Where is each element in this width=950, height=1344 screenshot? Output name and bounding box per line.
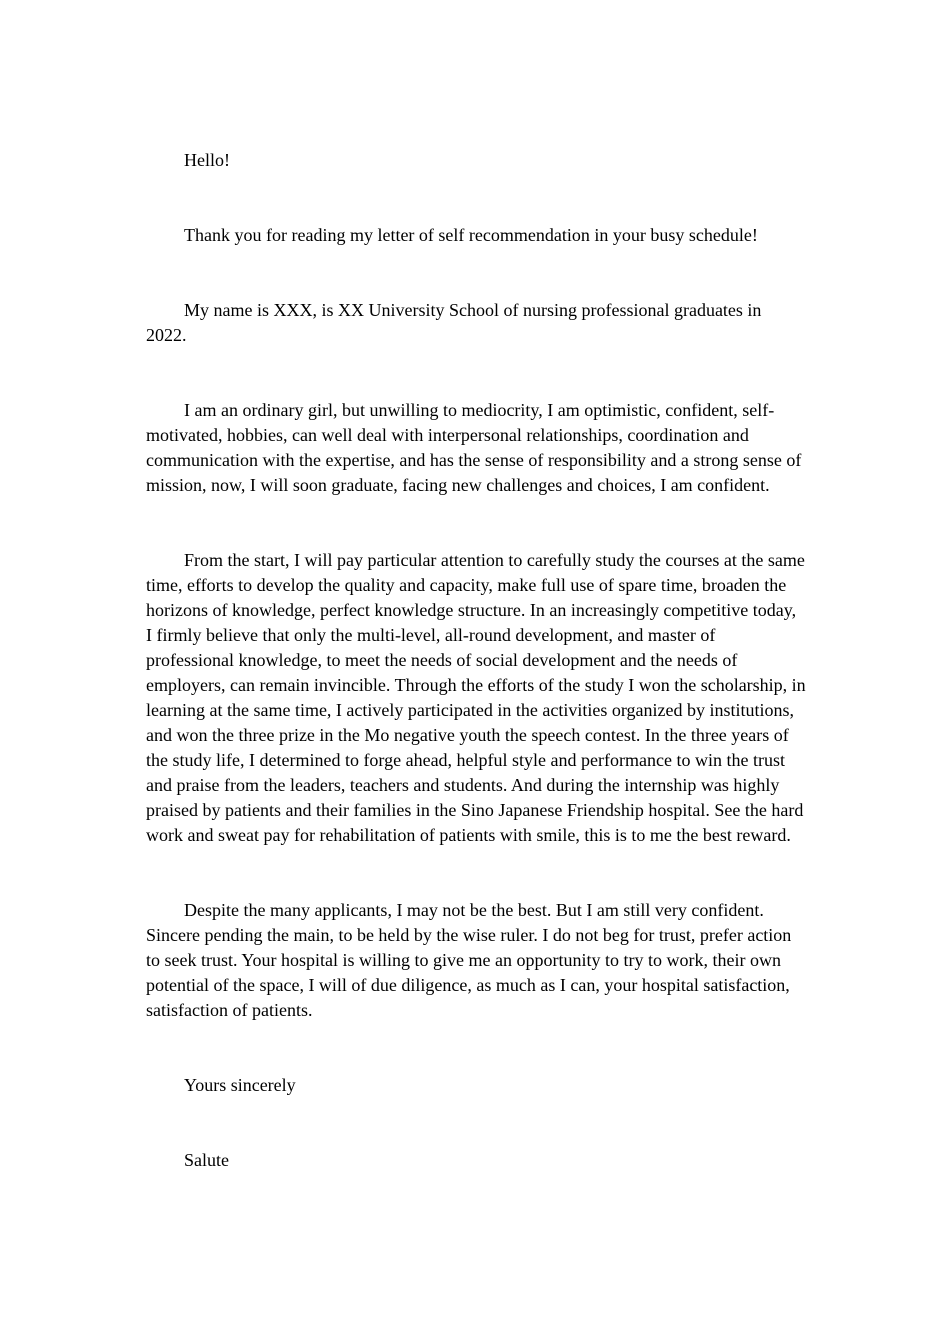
closing-statement-paragraph: Despite the many applicants, I may not be the best. But I am still very confident. Sincere pending the main, to be held by the wise ruler. I do not beg for trust, prefer action to seek trust. Your hospital is willing to give me an opportunity to try to work, their own potential of the space, I will of due diligence, as much as I can, your hospital satisfaction, satisfaction of patients. [146, 900, 792, 1020]
intro-paragraph: My name is XXX, is XX University School of nursing professional graduates in 2022. [146, 300, 762, 345]
personality-paragraph: I am an ordinary girl, but unwilling to mediocrity, I am optimistic, confident, self-motivated, hobbies, can well deal with interpersonal relationships, coordination and communication with the expertise, and has the sense of responsibility and a strong sense of mission, now, I will soon graduate, facing new challenges and choices, I am confident. [146, 400, 802, 495]
greeting-paragraph: Hello! [184, 150, 230, 170]
thanks-paragraph: Thank you for reading my letter of self recommendation in your busy schedule! [184, 225, 758, 245]
letter-body [146, 148, 806, 1173]
signoff-paragraph: Yours sincerely [184, 1075, 296, 1095]
salute-paragraph: Salute [184, 1150, 229, 1170]
experience-paragraph: From the start, I will pay particular attention to carefully study the courses at the same time, efforts to develop the quality and capacity, make full use of spare time, broaden the horizons of knowledge, perfect knowledge structure. In an increasingly competitive today, I firmly believe that only the multi-level, all-round development, and master of professional knowledge, to meet the needs of social development and the needs of employers, can remain invincible. Through the efforts of the study I won the scholarship, in learning at the same time, I actively participated in the activities organized by institutions, and won the three prize in the Mo negative youth the speech contest. In the three years of the study life, I determined to forge ahead, helpful style and performance to win the trust and praise from the leaders, teachers and students. And during the internship was highly praised by patients and their families in the Sino Japanese Friendship hospital. See the hard work and sweat pay for rehabilitation of patients with smile, this is to me the best reward. [146, 550, 806, 845]
